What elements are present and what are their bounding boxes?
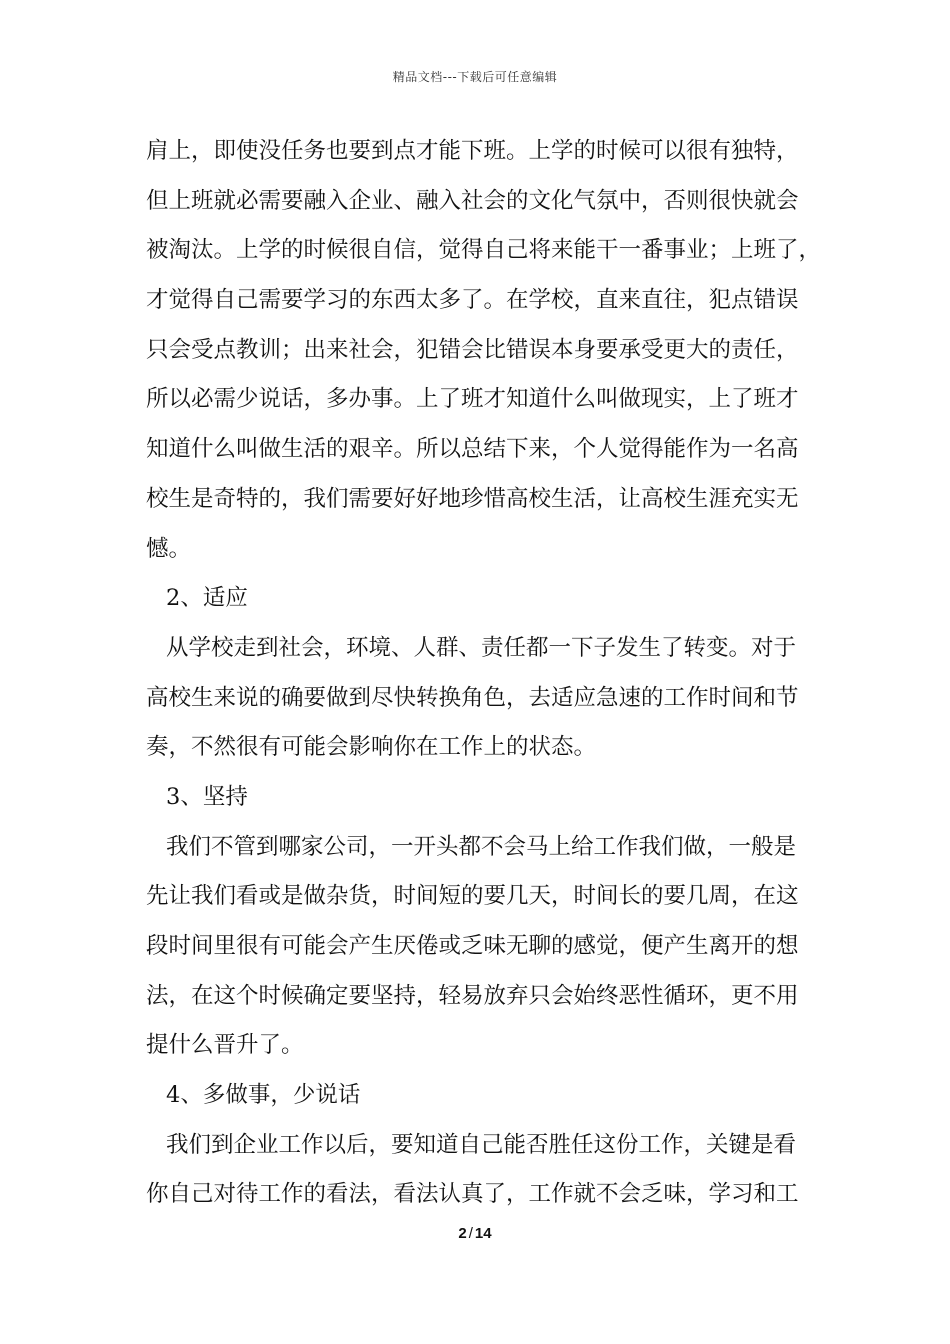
text-line: 肩上，即使没任务也要到点才能下班。上学的时候可以很有独特， (146, 138, 799, 164)
paragraph-do-more (146, 1121, 836, 1220)
paragraph-persist (146, 823, 836, 1071)
section-heading: 4、多做事，少说话 (166, 1082, 361, 1109)
page-number (0, 1225, 950, 1242)
text-line: 被淘汰。上学的时候很自信，觉得自己将来能干一番事业；上班了， (146, 237, 822, 264)
paragraph-continuation (146, 127, 836, 574)
text-line: 校生是奇特的，我们需要好好地珍惜高校生活，让高校生涯充实无 (146, 485, 799, 512)
section-heading-do-more (146, 1071, 836, 1121)
current-page: 2 (458, 1225, 467, 1242)
section-heading: 3、坚持 (166, 783, 248, 810)
text-line: 所以必需少说话，多办事。上了班才知道什么叫做现实，上了班才 (146, 386, 799, 413)
total-pages: 14 (474, 1225, 492, 1242)
section-heading-persist (146, 773, 836, 823)
text-line: 提什么晋升了。 (146, 1032, 304, 1059)
text-line: 但上班就必需要融入企业、融入社会的文化气氛中，否则很快就会 (146, 187, 799, 214)
text-line: 段时间里很有可能会产生厌倦或乏味无聊的感觉，便产生离开的想 (146, 933, 799, 959)
section-heading: 2、适应 (166, 585, 248, 612)
text-line: 你自己对待工作的看法，看法认真了，工作就不会乏味，学习和工 (146, 1181, 799, 1208)
text-line: 从学校走到社会，环境、人群、责任都一下子发生了转变。对于 (166, 634, 797, 661)
text-line: 高校生来说的确要做到尽快转换角色，去适应急速的工作时间和节 (146, 684, 799, 711)
text-line: 我们到企业工作以后，要知道自己能否胜任这份工作，关键是看 (166, 1131, 797, 1158)
document-header: 精品文档---下载后可任意编辑 (392, 70, 558, 84)
document-body (146, 127, 836, 1220)
text-line: 奏，不然很有可能会影响你在工作上的状态。 (146, 734, 597, 761)
text-line: 法，在这个时候确定要坚持，轻易放弃只会始终恶性循环，更不用 (146, 982, 799, 1009)
paragraph-adapt (146, 624, 836, 773)
text-line: 我们不管到哪家公司，一开头都不会马上给工作我们做，一般是 (166, 833, 797, 860)
text-line: 知道什么叫做生活的艰辛。所以总结下来，个人觉得能作为一名高 (146, 436, 799, 463)
page-separator: / (468, 1225, 473, 1242)
text-line: 憾。 (146, 535, 192, 562)
text-line: 才觉得自己需要学习的东西太多了。在学校，直来直往，犯点错误 (146, 287, 799, 314)
text-line: 只会受点教训；出来社会，犯错会比错误本身要承受更大的责任， (146, 336, 799, 363)
text-line: 先让我们看或是做杂货，时间短的要几天，时间长的要几周，在这 (146, 883, 799, 910)
section-heading-adapt (146, 574, 836, 624)
